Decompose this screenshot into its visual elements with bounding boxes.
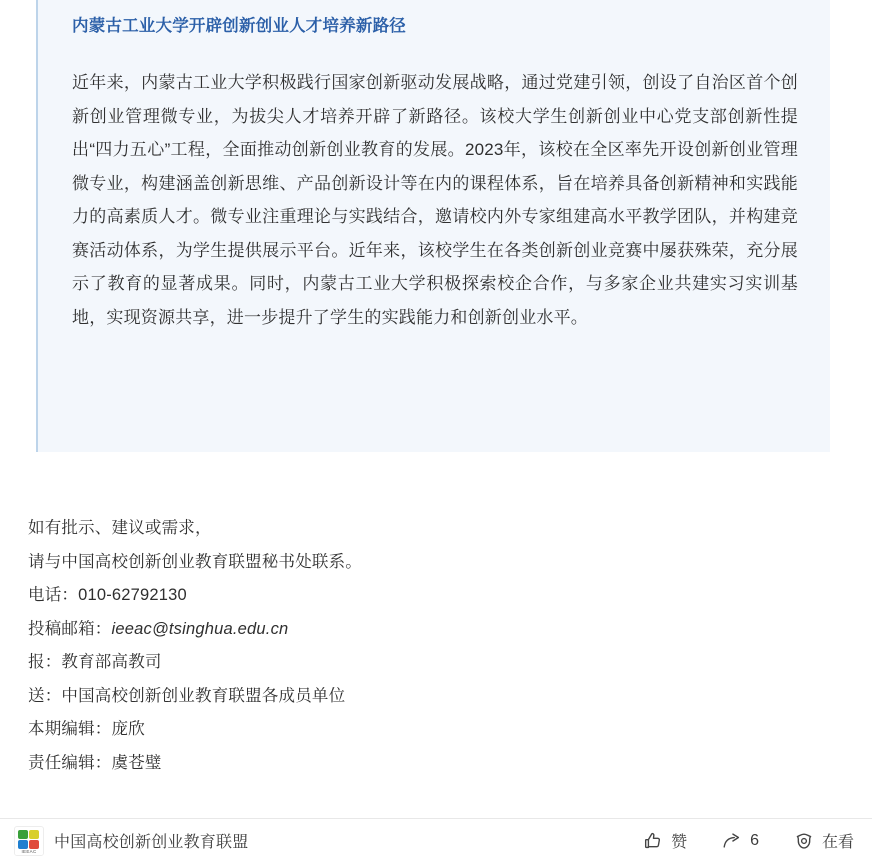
- footer-actions: [642, 829, 854, 852]
- logo-square-green: [18, 830, 28, 839]
- like-button[interactable]: [642, 829, 687, 852]
- share-count: 6: [750, 831, 759, 849]
- share-icon: [721, 830, 743, 852]
- contact-managing-editor: 责任编辑：虞苍璧: [28, 753, 162, 772]
- like-label: 赞: [671, 834, 688, 851]
- article-body: 近年来，内蒙古工业大学积极践行国家创新驱动发展战略，通过党建引领，创设了自治区首个创新创业管理微专业，为拔尖人才培养开辟了新路径。该校大学生创新创业中心党支部创新性提出“四力五心”工程，全面推动创新创业教育的发展。2023年，该校在全区率先开设创新创业管理微专业，构建涵盖创新思维、产品创新设计等在内的课程体系，旨在培养具备创新精神和实践能力的高素质人才。微专业注重理论与实践结合，邀请校内外专家组建高水平教学团队，并构建竞赛活动体系，为学生提供展示平台。近年来，该校学生在各类创新创业竞赛中屡获殊荣，充分展示了教育的显著成果。同时，内蒙古工业大学积极探索校企合作，与多家企业共建实习实训基地，实现资源共享，进一步提升了学生的实践能力和创新创业水平。: [72, 73, 798, 327]
- contact-phone: 电话：010-62792130: [28, 586, 187, 604]
- contact-block: [28, 512, 828, 780]
- contact-issue-editor: 本期编辑：庞欣: [28, 720, 145, 738]
- account-logo-icon: [14, 826, 44, 856]
- contact-line-1: 如有批示、建议或需求，: [28, 519, 212, 537]
- article-title: 内蒙古工业大学开辟创新创业人才培养新路径: [72, 17, 406, 35]
- contact-report-to: 报：教育部高教司: [28, 653, 162, 671]
- article-footer-bar: [0, 818, 872, 862]
- contact-email-label: 投稿邮箱：: [28, 619, 112, 638]
- logo-caption: IEEAC: [15, 849, 43, 855]
- wow-label: 在看: [821, 834, 854, 851]
- share-button[interactable]: [721, 830, 759, 852]
- wow-eye-icon: [793, 830, 815, 852]
- article-card: [36, 0, 830, 452]
- contact-line-2: 请与中国高校创新创业教育联盟秘书处联系。: [28, 552, 362, 571]
- contact-send-to: 送：中国高校创新创业教育联盟各成员单位: [28, 686, 346, 705]
- logo-square-blue: [18, 840, 28, 849]
- logo-square-red: [29, 840, 39, 849]
- thumbs-up-icon: [642, 830, 664, 852]
- account-name: 中国高校创新创业教育联盟: [54, 834, 249, 851]
- contact-email-address: ieeac@tsinghua.edu.cn: [111, 619, 289, 638]
- footer-account[interactable]: [14, 826, 248, 856]
- wow-button[interactable]: [793, 829, 854, 852]
- contact-email-line: [28, 613, 828, 647]
- logo-square-yellow: [29, 830, 39, 839]
